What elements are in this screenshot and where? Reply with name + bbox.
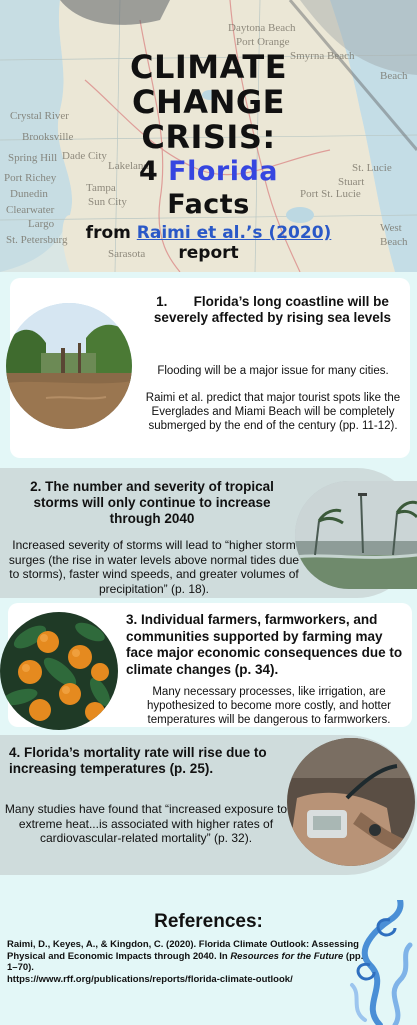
subtitle-facts: Facts [167, 189, 250, 220]
fact-1-body-1: Flooding will be a major issue for many cities. [157, 365, 389, 377]
reference-url[interactable]: https://www.rff.org/publications/reports/florida-climate-outlook/ [7, 973, 293, 985]
map-label: Dade City [62, 150, 107, 162]
fact-1-heading: 1. Florida’s long coastline will be severely affected by rising sea levels [153, 294, 392, 325]
subtitle-number: 4 [138, 156, 159, 187]
map-label: Daytona Beach [228, 22, 296, 34]
map-label: Sun City [88, 196, 127, 208]
tropical-storm-photo [295, 481, 417, 589]
fact-3-body: Many necessary processes, like irrigation, are hypothesized to become more costly, and hotter temperatures will be dangerous to farmworkers. [147, 686, 391, 726]
map-label: Lakeland [108, 160, 149, 172]
references-entry [7, 939, 367, 985]
map-label: Port St. Lucie [300, 188, 361, 200]
reference-journal: Resources for the Future [230, 950, 344, 962]
title-line: CRISIS: [141, 118, 276, 156]
map-label: Clearwater [6, 204, 55, 216]
header-map-banner [0, 0, 417, 272]
map-label: Brooksville [22, 131, 74, 143]
subtitle-florida: Florida [168, 156, 279, 187]
map-label: St. Lucie [352, 162, 392, 174]
map-label: Beach [380, 236, 408, 248]
citation-link[interactable]: Raimi et al.’s (2020) [136, 223, 332, 243]
reference-text: Raimi, D., Keyes, A., & Kingdon, C. (2020). Florida Climate Outlook: Assessing Physical and Economic Impacts through 2040. In [7, 939, 359, 962]
from-prefix: from [85, 223, 131, 243]
map-label: Smyrna Beach [290, 50, 355, 62]
map-label: Largo [28, 218, 55, 230]
map-label: St. Petersburg [6, 234, 68, 246]
map-label: Tampa [86, 182, 116, 194]
title-line: CLIMATE [129, 48, 288, 86]
blood-pressure-photo [287, 738, 415, 866]
map-label: Port Richey [4, 172, 57, 184]
fact-4-body: Many studies have found that “increased exposure to extreme heat...is associated with higher rates of cardiovascular-related mortality” (p. 32). [4, 802, 288, 845]
fact-2-body: Increased severity of storms will lead to “higher storm surges (the rise in water levels above normal tides due to storms), faster wind speeds, and greater volumes of precipitation” (p. 18). [8, 538, 300, 596]
title-block [0, 50, 417, 263]
from-line [0, 223, 417, 243]
fact-1-body-2: Raimi et al. predict that major tourist spots like the Everglades and Miami Beach will be completely submerged by the end of the century (pp. 11-12). [145, 392, 401, 432]
report-word: report [178, 243, 239, 263]
references-title: References: [154, 911, 263, 932]
oranges-photo [0, 612, 118, 730]
map-label: Dunedin [10, 188, 48, 200]
map-label: Crystal River [10, 110, 69, 122]
wave-decoration-icon [340, 900, 417, 1025]
reference-pages: (pp. 1–70). [7, 950, 364, 973]
subtitle-line [0, 155, 417, 188]
fact-4-heading: 4. Florida’s mortality rate will rise due to increasing temperatures (p. 25). [9, 745, 267, 776]
map-label: Port Orange [236, 36, 290, 48]
flooded-street-photo [6, 303, 132, 429]
map-label: Stuart [338, 176, 365, 188]
map-label: West [380, 222, 402, 234]
fact-3-heading: 3. Individual farmers, farmworkers, and communities supported by farming may face major economic consequences due to climate changes (p. 34). [126, 612, 403, 677]
map-label: Sarasota [108, 248, 146, 260]
map-label: Spring Hill [8, 152, 58, 164]
fact-2-heading: 2. The number and severity of tropical storms will only continue to increase through 2040 [30, 479, 274, 526]
title-line: CHANGE [132, 83, 285, 121]
map-label: Beach [380, 70, 408, 82]
